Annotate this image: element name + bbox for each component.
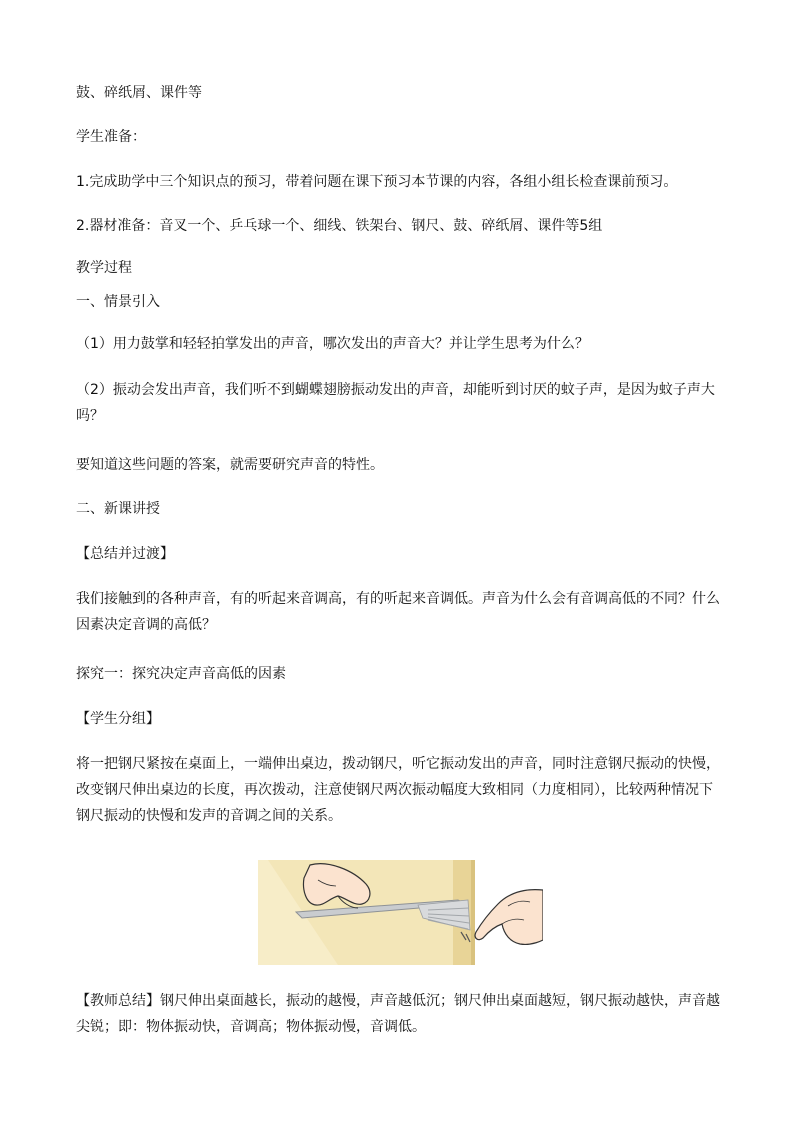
student-groups: 【学生分组】 — [76, 711, 160, 727]
ruler-experiment-illustration — [258, 860, 543, 965]
section-1-heading: 一、情景引入 — [76, 294, 160, 310]
question-1: （1）用力鼓掌和轻轻拍掌发出的声音，哪次发出的声音大？并让学生思考为什么？ — [76, 336, 589, 352]
teacher-summary: 【教师总结】钢尺伸出桌面越长，振动的越慢，声音越低沉；钢尺伸出桌面越短，钢尺振动越快，声音越尖锐；即：物体振动快，音调高；物体振动慢，音调低。 — [76, 993, 720, 1035]
ruler-on-table-image — [258, 860, 543, 965]
question-2: （2）振动会发出声音，我们听不到蝴蝶翅膀振动发出的声音，却能听到讨厌的蚊子声，是因为蚊子声大吗？ — [76, 382, 715, 424]
need-research: 要知道这些问题的答案，就需要研究声音的特性。 — [76, 457, 384, 473]
student-prep-heading: 学生准备： — [76, 129, 146, 145]
prep-item-1: 1.完成助学中三个知识点的预习，带着问题在课下预习本节课的内容，各组小组长检查课前预习。 — [76, 174, 678, 190]
right-hand — [475, 890, 543, 945]
explore-1: 探究一：探究决定声音高低的因素 — [76, 666, 286, 682]
experiment-steps: 将一把钢尺紧按在桌面上，一端伸出桌边，拨动钢尺，听它振动发出的声音，同时注意钢尺振动的快慢，改变钢尺伸出桌边的长度，再次拨动，注意使钢尺两次振动幅度大致相同（力度相同），比较两种情况下钢尺振动的快慢和发声的音调之间的关系。 — [76, 756, 720, 824]
pitch-intro: 我们接触到的各种声音，有的听起来音调高，有的听起来音调低。声音为什么会有音调高低的不同？什么因素决定音调的高低？ — [76, 591, 720, 633]
summary-transition: 【总结并过渡】 — [76, 546, 174, 562]
section-2-heading: 二、新课讲授 — [76, 501, 160, 517]
materials-line: 鼓、碎纸屑、课件等 — [76, 85, 202, 101]
table-leg-edge — [471, 860, 475, 965]
prep-item-2: 2.器材准备：音叉一个、乒乓球一个、细线、铁架台、钢尺、鼓、碎纸屑、课件等5组 — [76, 218, 603, 234]
process-heading: 教学过程 — [76, 260, 132, 276]
